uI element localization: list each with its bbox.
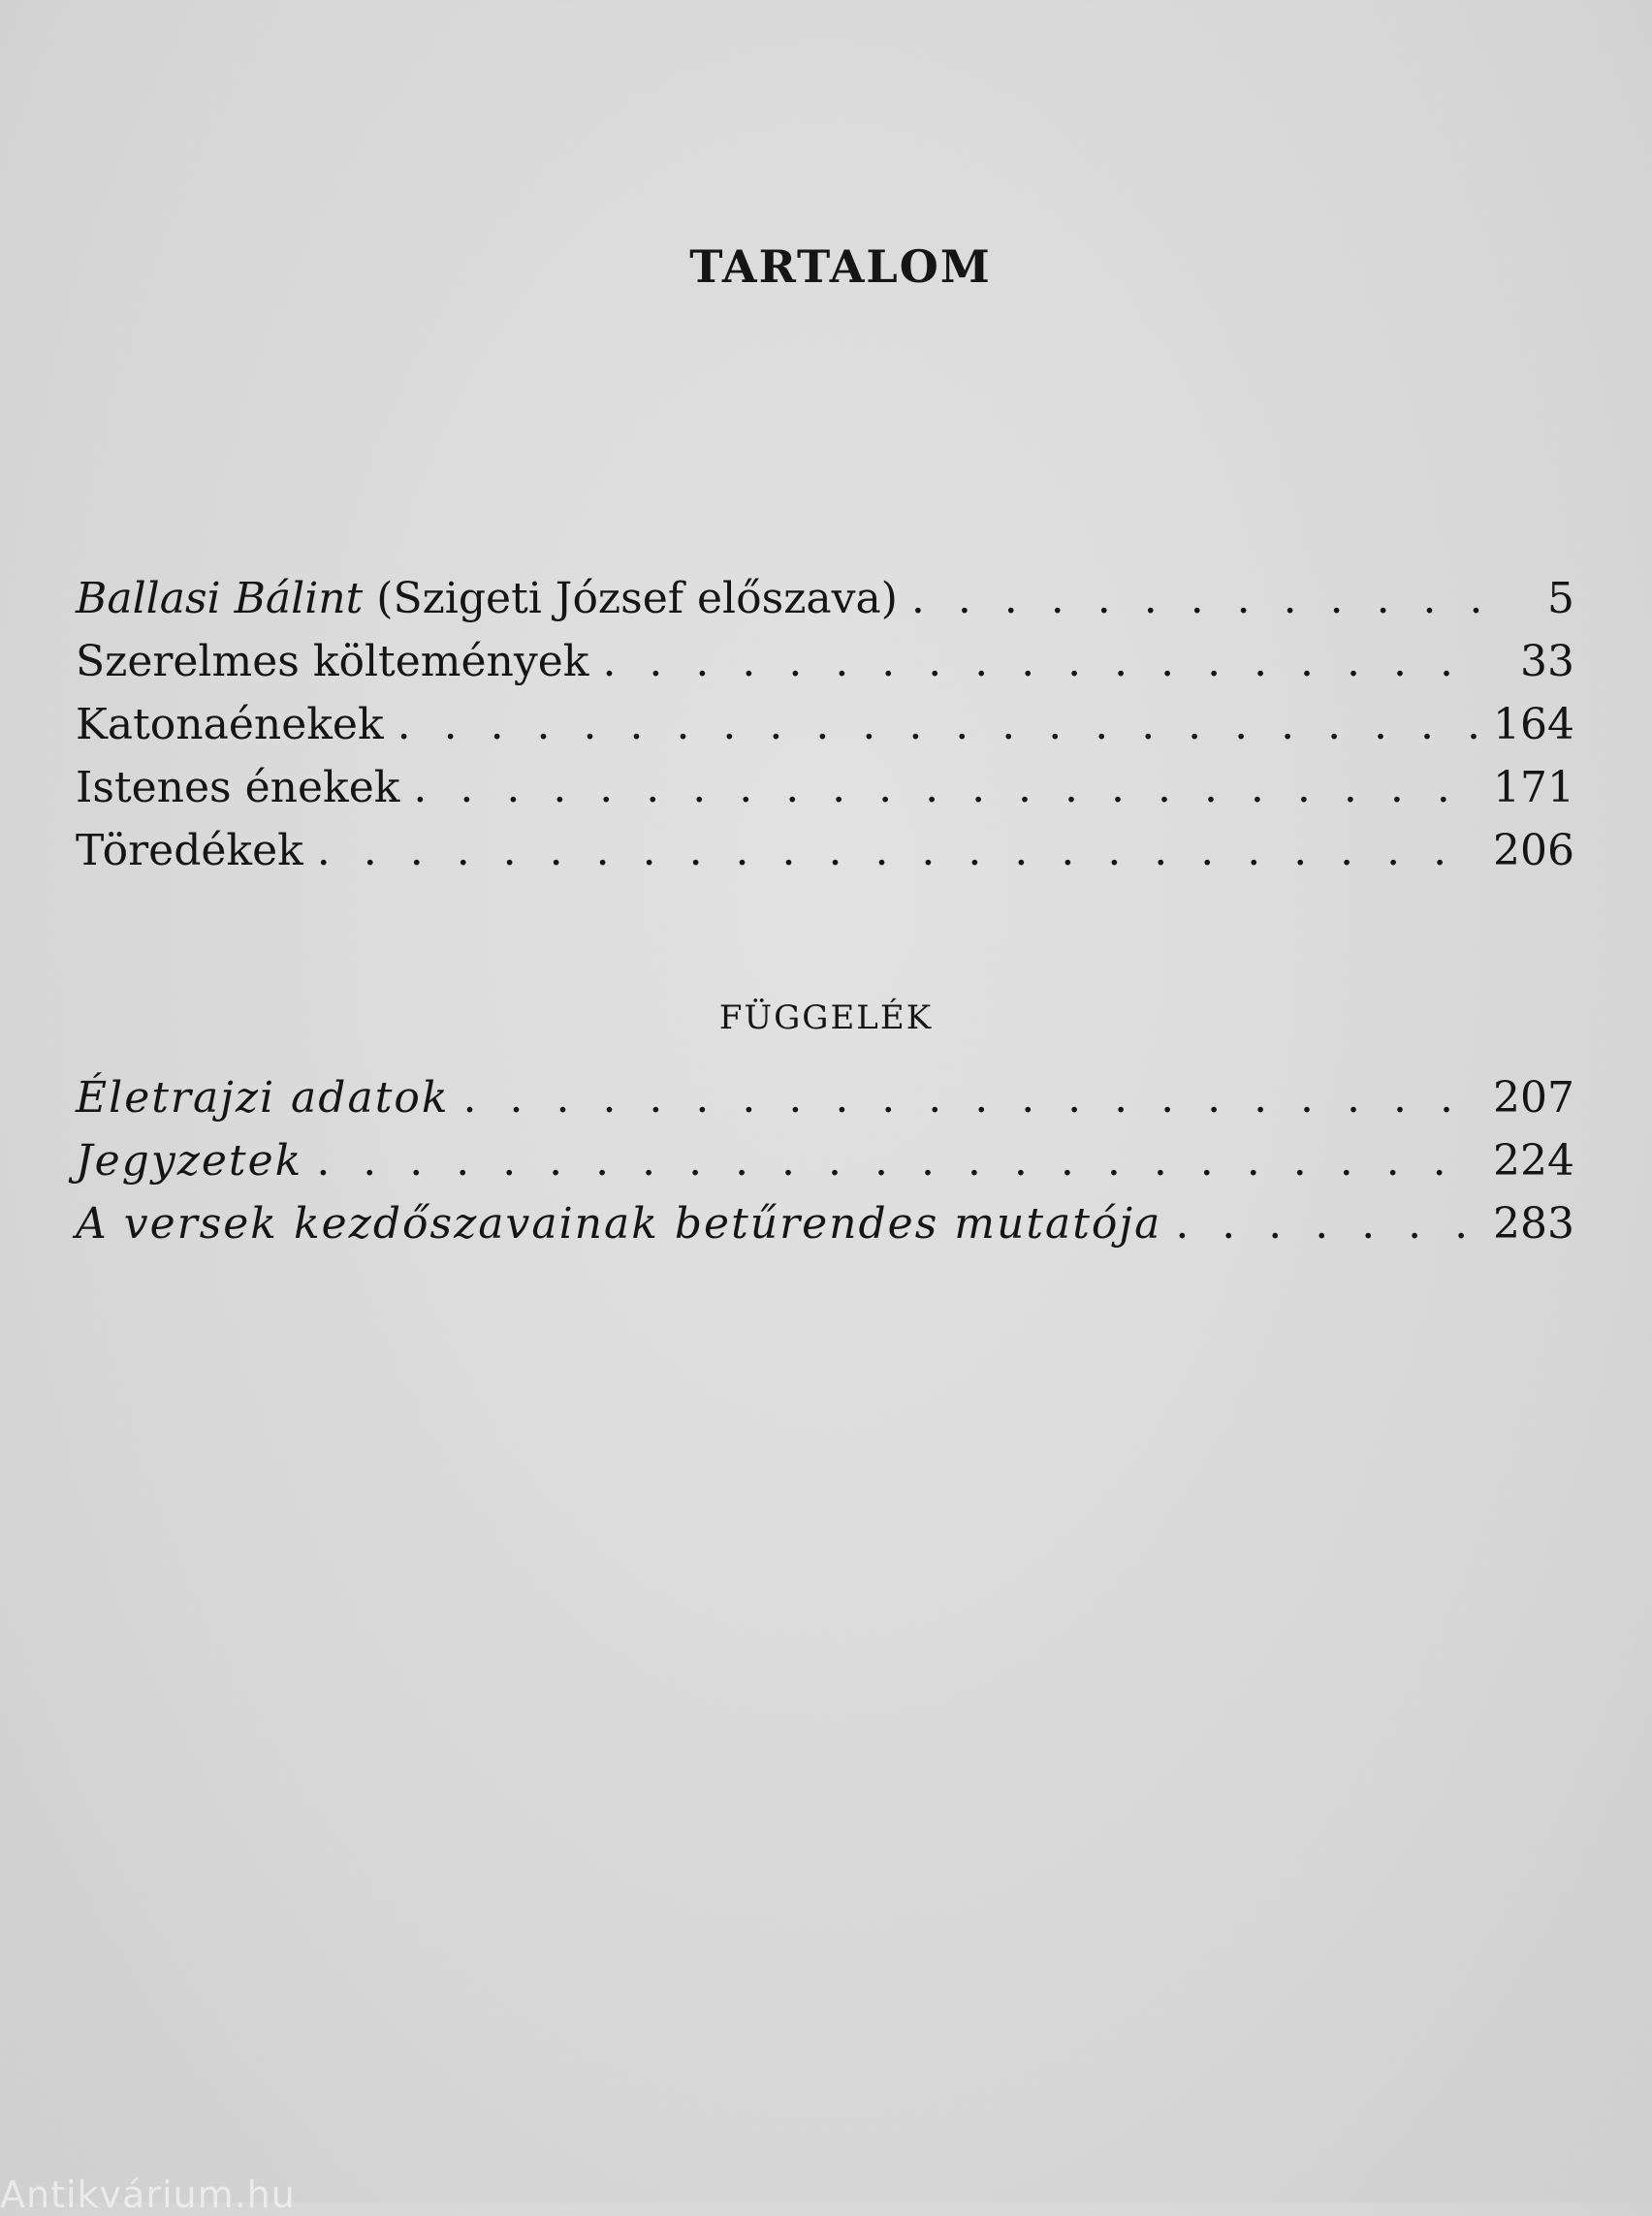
toc-entry-label: Szerelmes költemények (76, 637, 589, 686)
toc-entry (76, 1129, 1574, 1192)
toc-entry (76, 756, 1574, 819)
toc-entry-label: Istenes énekek (76, 763, 400, 812)
toc-entry (76, 693, 1574, 756)
toc-entry-subtitle: (Szigeti József előszava) (363, 574, 898, 623)
toc-entry-label (76, 567, 898, 630)
toc-page-number: 206 (1493, 826, 1574, 875)
page-title: TARTALOM (689, 240, 992, 293)
toc-entry-label: Katonaénekek (76, 700, 384, 749)
dot-leader (911, 567, 1483, 630)
appendix-contents (76, 1066, 1574, 1255)
toc-entry (76, 567, 1574, 630)
toc-page-number: 207 (1493, 1073, 1574, 1123)
dot-leader (413, 756, 1479, 819)
toc-page-number: 33 (1520, 637, 1574, 686)
dot-leader (1175, 1192, 1479, 1255)
toc-entry (76, 1192, 1574, 1255)
toc-page-number: 5 (1547, 574, 1574, 623)
dot-leader (602, 630, 1483, 693)
toc-entry-author: Ballasi Bálint (76, 574, 364, 623)
toc-page-number: 224 (1493, 1136, 1574, 1186)
appendix-heading: FÜGGELÉK (718, 998, 934, 1037)
toc-entry-label: Életrajzi adatok (76, 1073, 450, 1123)
dot-leader (316, 1129, 1479, 1192)
toc-entry-label: A versek kezdőszavainak betűrendes mutatója (76, 1199, 1162, 1249)
table-of-contents (76, 567, 1574, 882)
toc-entry (76, 1066, 1574, 1129)
toc-page-number: 164 (1493, 700, 1574, 749)
toc-page-number: 171 (1493, 763, 1574, 812)
dot-leader (317, 819, 1479, 882)
watermark-text: Antikvárium.hu (0, 2173, 296, 2216)
dot-leader (397, 693, 1479, 756)
toc-entry (76, 819, 1574, 882)
toc-page-number: 283 (1493, 1199, 1574, 1249)
dot-leader (463, 1066, 1479, 1129)
toc-entry-label: Jegyzetek (76, 1136, 303, 1186)
toc-entry-label: Töredékek (76, 826, 303, 875)
toc-entry (76, 630, 1574, 693)
